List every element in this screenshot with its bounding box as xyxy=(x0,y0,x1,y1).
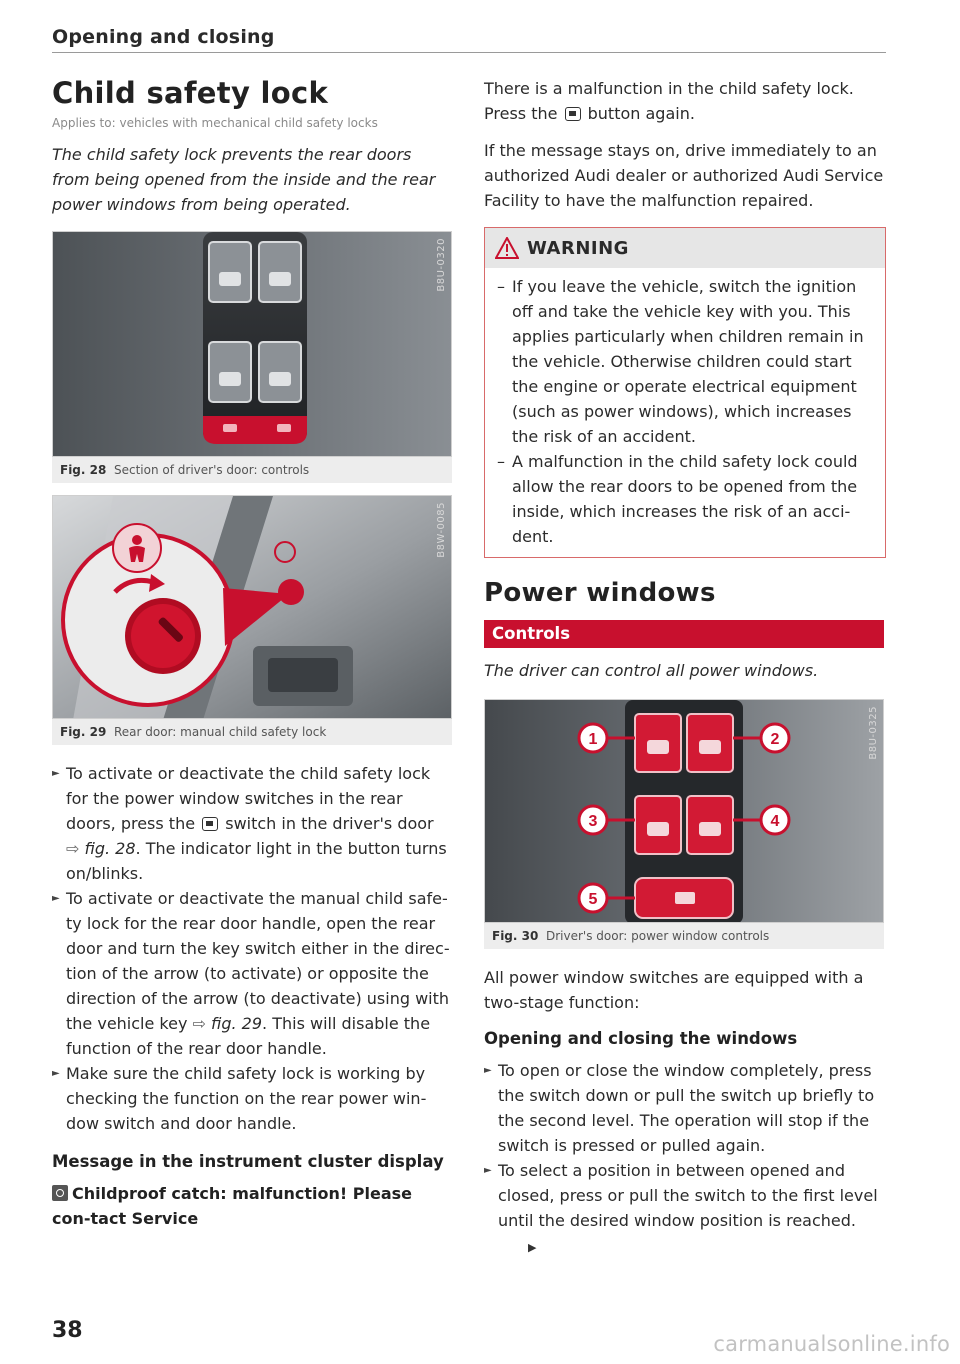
running-head: Opening and closing xyxy=(52,26,275,48)
right-column xyxy=(484,68,886,1260)
paragraph: There is a malfunction in the child safety lock. Press the button again. xyxy=(484,79,854,123)
figure-link[interactable]: fig. 29 xyxy=(211,1014,263,1033)
figure-30-caption: Fig. 30 Driver's door: power window controls xyxy=(484,923,884,949)
left-column xyxy=(52,68,452,1231)
figure-29 xyxy=(52,495,452,745)
header-divider xyxy=(52,52,886,53)
list-item: ► To open or close the window completely, press the switch down or pull the switch up briefly to the second level. The operation will stop if the switch is pressed or pulled again. xyxy=(484,1058,886,1158)
section-intro: The driver can control all power windows. xyxy=(484,661,819,680)
child-lock-switch-icon xyxy=(565,107,581,121)
instruction-list xyxy=(484,1058,886,1260)
callout-4 xyxy=(761,806,789,834)
list-item: ► Make sure the child safety lock is working by checking the function on the rear power win-dow switch and door handle. xyxy=(52,1061,452,1136)
controls-bar: Controls xyxy=(484,620,884,648)
page-number: 38 xyxy=(52,1318,83,1343)
figure-link[interactable]: fig. 28 xyxy=(84,839,136,858)
child-lock-switch-icon xyxy=(202,817,218,831)
instruction-list xyxy=(52,761,452,1136)
svg-text:4: 4 xyxy=(770,813,780,830)
warning-header: WARNING xyxy=(485,228,885,268)
warning-item: – A malfunction in the child safety lock could allow the rear doors to be opened from the inside, which increases the risk of an acci-dent. xyxy=(497,449,873,549)
paragraph: All power window switches are equipped with a two-stage function: xyxy=(484,968,864,1012)
warning-item: – If you leave the vehicle, switch the ignition off and take the vehicle key with you. This applies particularly when children remain in the vehicle. Otherwise children could start the engine or operate electrical equipment (such as power windows), which increases the risk of an accident. xyxy=(497,274,873,449)
figure-30 xyxy=(484,699,884,949)
callout-3 xyxy=(579,806,607,834)
warning-body xyxy=(485,268,885,557)
svg-text:5: 5 xyxy=(588,891,598,908)
figure-28 xyxy=(52,231,452,483)
section-title-power-windows: Power windows xyxy=(484,578,716,608)
figure-code: B8U-0325 xyxy=(868,706,879,760)
svg-text:3: 3 xyxy=(588,813,598,830)
list-item: ► To select a position in between opened and closed, press or pull the switch to the first level until the desired window position is reached.▶ xyxy=(484,1158,886,1260)
section-title: Child safety lock xyxy=(52,76,329,110)
figure-code: B8W-0085 xyxy=(436,502,447,558)
figure-30-image xyxy=(484,699,884,923)
callout-2 xyxy=(761,724,789,752)
watermark: carmanualsonline.info xyxy=(713,1332,950,1356)
door-controls-illustration xyxy=(53,232,452,457)
list-item: ► To activate or deactivate the manual child safe-ty lock for the rear door handle, open the rear door and turn the key switch either in the direc-tion of the arrow (to activate) or opposite the direction of the arrow (to deactivate) using with the vehicle key ⇨ fig. 29. This will disable the function of the rear door handle. xyxy=(52,886,452,1061)
subheading-message: Message in the instrument cluster display xyxy=(52,1152,444,1171)
callout-5 xyxy=(579,884,607,912)
figure-28-caption: Fig. 28 Section of driver's door: controls xyxy=(52,457,452,483)
cluster-message: Childproof catch: malfunction! Please con-tact Service xyxy=(52,1184,412,1228)
callout-1 xyxy=(579,724,607,752)
section-intro: The child safety lock prevents the rear doors from being opened from the inside and the rear power windows from being operated. xyxy=(52,145,436,214)
figure-28-image xyxy=(52,231,452,457)
applies-note: Applies to: vehicles with mechanical child safety locks xyxy=(52,116,378,130)
list-item: ► To activate or deactivate the child safety lock for the power window switches in the rear doors, press the switch in the driver's door ⇨ fig. 28. The indicator light in the button turns on/blinks. xyxy=(52,761,452,886)
paragraph: If the message stays on, drive immediately to an authorized Audi dealer or authorized Audi Service Facility to have the malfunction repaired. xyxy=(484,141,884,210)
svg-text:2: 2 xyxy=(770,731,780,748)
svg-text:1: 1 xyxy=(588,731,598,748)
rear-door-lock-illustration xyxy=(53,496,452,719)
figure-29-caption: Fig. 29 Rear door: manual child safety lock xyxy=(52,719,452,745)
warning-box xyxy=(484,227,886,558)
subheading-windows: Opening and closing the windows xyxy=(484,1029,798,1048)
power-window-controls-illustration xyxy=(485,700,884,923)
figure-code: B8U-0320 xyxy=(436,238,447,292)
figure-29-image xyxy=(52,495,452,719)
warning-triangle-icon xyxy=(495,237,519,259)
childproof-warning-icon xyxy=(52,1185,68,1201)
continue-arrow-icon: ▶ xyxy=(528,1241,537,1254)
